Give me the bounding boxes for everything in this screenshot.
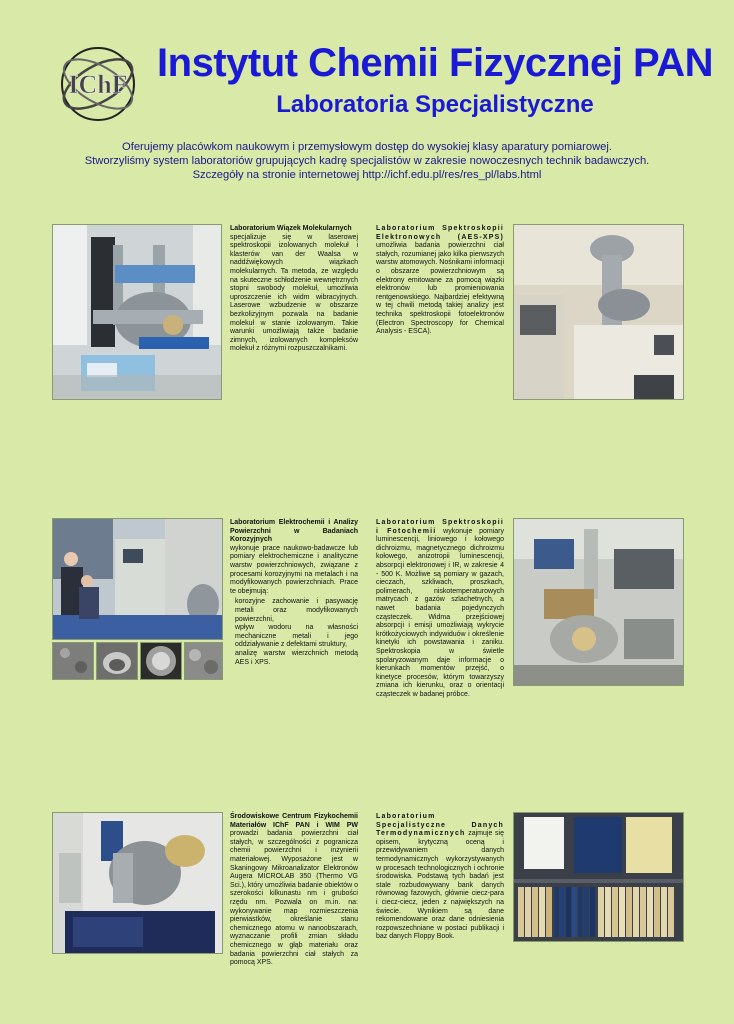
intro-line: Szczegóły na stronie internetowej http://ichf.edu.pl/res/res_pl/labs.html — [192, 169, 542, 181]
photo-molecular-beam-lab — [52, 224, 222, 400]
lab-electrochemistry — [230, 519, 358, 667]
page-subtitle: Laboratoria Specjalistyczne — [276, 91, 594, 118]
photo-micrograph-3 — [140, 642, 182, 680]
photo-micrograph-1 — [52, 642, 94, 680]
lab-title: Laboratorium Wiązek Molekularnych — [230, 225, 352, 232]
photo-thermodynamic-books — [513, 812, 684, 942]
lab-title: Środowiskowe Centrum Fizykochemii Materiałów IChF PAN i WIM PW — [230, 813, 358, 829]
lab-body: wykonuje prace naukowo-badawcze lub pomiary elektrochemiczne i analityczne warstw powierzchniowych, związane z procesami korozyjnymi na metalach i na modyfikowanych powierzchniach. Prace te obejmują: — [230, 544, 358, 595]
lab-title: Laboratorium Spektroskopii Elektronowych (AES-XPS) — [376, 225, 504, 241]
photo-electrochemistry-lab — [52, 518, 223, 640]
ichf-logo — [58, 44, 138, 124]
bullet: analizę warstw wierzchnich metodą AES i XPS. — [235, 649, 358, 666]
lab-thermodynamic-data — [376, 813, 504, 942]
lab-molecular-beams — [230, 225, 358, 354]
lab-body: umożliwia badania powierzchni ciał stałych, rozumianej jako kilka pierwszych warstw atomowych. Nośnikami informacji o obszarze powierzchniowym są elektrony emitowane za pomocą wiązki elektronów lub promieniowania rentgenowskiego. Najbardziej efektywną w tej chwili metodą takiej analizy jest technika spektroskopii fotoelektronów (Electron Spectroscopy for Chemical Analysis - ESCA). — [376, 242, 504, 336]
lab-body: wykonuje pomiary luminescencji, liniowego i kołowego dichroizmu, magnetycznego dichroizmu kołowego, anizotropii luminescencji, absorpcji elektronowej i IR, w zakresie 4 - 500 K. Możliwe są pomiary w gazach, cieczach, szkliwach, proszkach, polimerach, niskotemperaturowych matrycach z gazów szlachetnych, a nawet badania pojedynczych cząsteczek. Widma przejściowej absorpcji i emisji umożliwiają wykrycie krótkożyciowych indywiduów i określenie kinetyki ich powstawania i zaniku. Spektroskopia w świetle spolaryzowanym daje informacje o kierunkach momentów przejść, o kinetyce procesów, którym towarzyszy zmiana ich kierunku, oraz o orientacji cząsteczek w badanej próbce. — [376, 527, 504, 698]
lab-spectroscopy-photochemistry — [376, 519, 504, 699]
lab-title: Laboratorium Specjalistyczne Danych Termodynamicznych — [376, 813, 504, 838]
logo-text: IChF — [68, 70, 128, 99]
lab-body: zajmuje się opisem, krytyczną oceną i przewidywaniem danych termodynamicznych wykorzystywanych w procesach technologicznych i ochronie środowiska. Podstawą tych badań jest stale rozbudowywany bank danych równowag fazowych, głównie ciecz-para i ciecz-ciecz, jeden z największych na świecie. Wynikiem są dane rekomendowane oraz dane odniesienia rozpowszechniane w postaci publikacji i baz danych Floppy Book. — [376, 830, 504, 941]
intro-line: Stworzyliśmy system laboratoriów grupujących kadrę specjalistów w zakresie nowoczesnych technik badawczych. — [84, 155, 650, 167]
bullet: wpływ wodoru na własności mechaniczne metali i jego oddziaływanie z defektami struktury, — [235, 624, 358, 649]
intro-text — [60, 140, 674, 182]
lab-body: specjalizuje się w laserowej spektroskopii izolowanych molekuł i klasterów van der Waalsa w naddźwiękowych wiązkach molekularnych. Ta metoda, ze względu na skuteczne schłodzenie wewnętrznych stopni swobody molekuł, umożliwia uproszczenie ich widm wibracyjnych. Laserowe wzbudzenie w obszarze bezkolizyjnym pozwala na badanie molekuł w stanie izolowanym. Takie warunki umożliwiają także badanie zimnych, izolowanych kompleksów molekuł z różnymi rozpuszczalnikami. — [230, 233, 358, 353]
photo-microlab-350 — [52, 812, 223, 954]
lab-body: prowadzi badania powierzchni ciał stałych, w szczególności z pogranicza chemii powierzchni i inżynierii materiałowej. Wyposażone jest w Skaningowy Mikroanalizator Elektronów Augera MICROLAB 350 (Thermo VG Sci.), który umożliwia badanie obiektów o szerokości kilkunastu nm i grubości rzędu nm. Pozwala on m.in. na: wykonywanie map rozmieszczenia pierwiastków, określanie stanu chemicznego atomu w nanoobszarach, wyznaczanie profili zmian składu chemicznego w głąb materiału oraz badania powierzchni ciał stałych za pomocą XPS. — [230, 830, 359, 967]
photo-spectroscopy-lab — [513, 518, 684, 686]
photo-aes-xps-lab — [513, 224, 684, 400]
lab-title: Laboratorium Spektroskopii i Fotochemii — [376, 519, 504, 535]
lab-bullets — [230, 598, 358, 667]
lab-electron-spectroscopy — [376, 225, 504, 337]
intro-line: Oferujemy placówkom naukowym i przemysłowym dostęp do wysokiej klasy aparatury pomiarowej. — [122, 141, 612, 153]
bullet: korozyjne zachowanie i pasywację metali oraz modyfikowanych powierzchni, — [235, 598, 358, 623]
photo-micrograph-4 — [184, 642, 223, 680]
page-title: Instytut Chemii Fizycznej PAN — [157, 41, 713, 85]
photo-micrograph-2 — [96, 642, 138, 680]
lab-title: Laboratorium Elektrochemii i Analizy Powierzchni w Badaniach Korozyjnych — [230, 519, 358, 544]
lab-materials-physicochemistry — [230, 813, 358, 968]
